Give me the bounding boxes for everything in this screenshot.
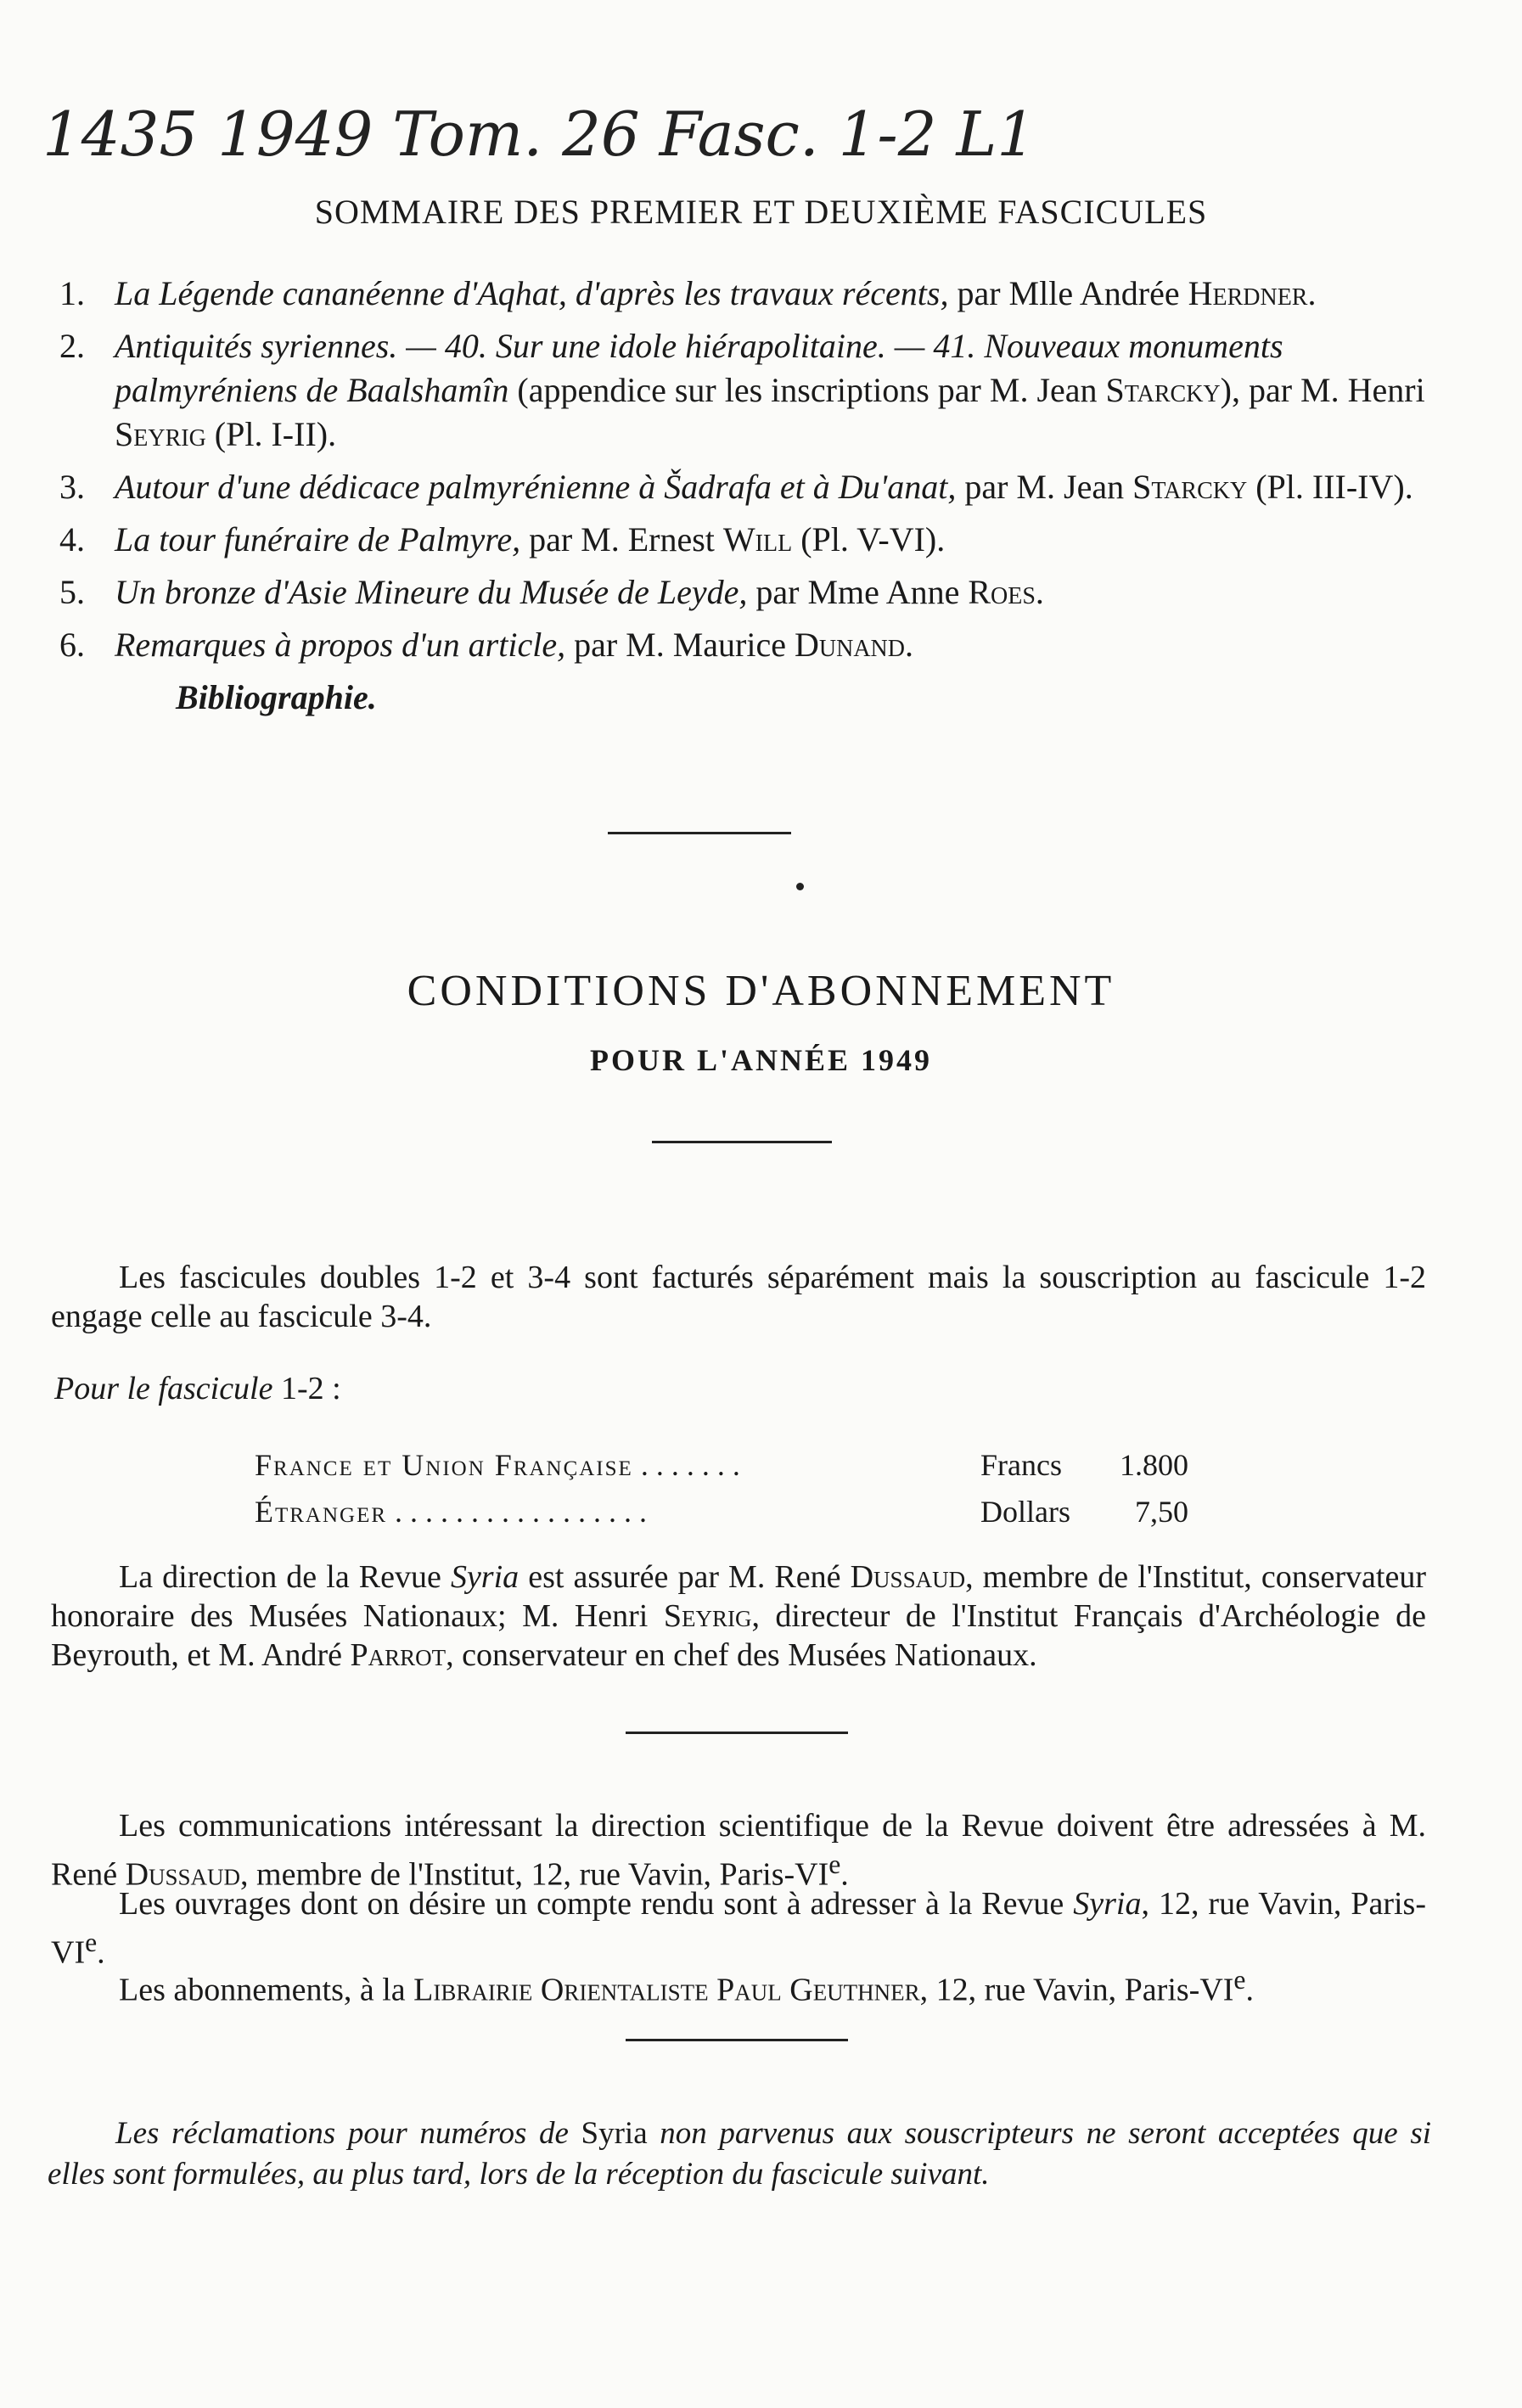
communications-name: Dussaud [125,1856,241,1893]
superscript: e [1233,1965,1246,1995]
divider-1 [608,832,791,834]
communications-text: , membre de l'Institut, 12, rue Vavin, Paris-VI [240,1856,829,1893]
abonnements-publisher: Librairie Orientaliste Paul Geuthner [413,1972,920,2008]
abonnements-text: Les abonnements, à la [119,1972,414,2008]
pour-number: 1-2 : [272,1371,341,1406]
direction-text: , directeur de l'Institut Français d'Archéologie de Beyrouth, et M. André [51,1598,1426,1673]
ouvrages-paragraph [51,1884,1426,1973]
price-row-france [255,1447,1188,1483]
toc-item-1 [59,272,1452,316]
toc-title: Un bronze d'Asie Mineure du Musée de Leyde, [115,573,748,611]
toc-end: (Pl. III-IV). [1247,468,1413,506]
toc-byline: par M. Jean [956,468,1133,506]
price-leader: . . . . . . . . . . . . . . . . . [395,1495,648,1529]
bibliographie: Bibliographie. [176,678,377,716]
reclamations-paragraph [48,2113,1431,2195]
toc-byline: par Mlle Andrée [948,274,1188,312]
direction-name: Parrot [350,1637,446,1673]
communications-paragraph [51,1806,1426,1894]
handwritten-note-drawing [34,81,1358,174]
price-amount: 7,50 [1135,1495,1188,1529]
toc-item-2 [59,324,1452,457]
toc-end-2: (Pl. I-II). [205,415,337,453]
ornament-dot [796,883,804,890]
price-currency: Dollars [980,1495,1070,1529]
direction-syria: Syria [450,1559,520,1595]
toc-end: (Pl. V-VI). [792,520,946,558]
communications-text: . [840,1856,849,1893]
toc-item-6 [59,623,1452,667]
toc-end: . [1307,274,1317,312]
reclamations-syria: Syria [581,2116,648,2151]
toc-byline: par M. Ernest [520,520,723,558]
toc-author: Herdner [1188,274,1308,312]
toc-author: Starcky [1132,468,1248,506]
toc-number: 4. [59,520,85,558]
toc-number: 2. [59,327,85,365]
table-of-contents [59,272,1452,720]
price-label: France et Union Française [255,1448,633,1482]
pour-label: Pour le fascicule [54,1371,273,1406]
reclamations-text: non parvenus aux souscripteurs ne seront acceptées que si elles sont formulées, au plus tard, lors de la réception du fascicule suivant. [48,2116,1431,2192]
toc-title: La tour funéraire de Palmyre, [115,520,521,558]
toc-item-4 [59,518,1452,562]
direction-text: , membre de l'Institut, conservateur honoraire des Musées Nationaux; M. Henri [51,1559,1426,1634]
toc-number: 3. [59,468,85,506]
price-row-etranger [255,1494,1188,1530]
direction-name: Seyrig [663,1598,752,1634]
superscript: e [828,1850,841,1879]
price-currency: Francs [980,1448,1062,1482]
toc-author: Will [722,520,793,558]
toc-author: Starcky [1105,371,1221,409]
reclamations-text: Les réclamations pour numéros de [115,2116,581,2151]
abonnements-text: . [1245,1972,1254,2008]
ouvrages-text: Les ouvrages dont on désire un compte rendu sont à adresser à la Revue [119,1886,1074,1922]
ouvrages-text: , 12, rue Vavin, Paris-VI [51,1886,1426,1971]
direction-text: , conservateur en chef des Musées Nationaux. [446,1637,1037,1673]
direction-text: est assurée par M. René [519,1559,851,1595]
toc-item-3 [59,465,1452,509]
toc-number: 1. [59,274,85,312]
toc-author-2: Seyrig [115,415,206,453]
abonnements-paragraph [51,1961,1426,2010]
toc-byline: (appendice sur les inscriptions par M. Jean [508,371,1106,409]
sommaire-title: SOMMAIRE DES PREMIER ET DEUXIÈME FASCICULES [314,193,1208,231]
direction-text: La direction de la Revue [119,1559,451,1595]
toc-byline: par M. Maurice [565,626,795,664]
toc-title: Antiquités syriennes. — 40. Sur une idole hiérapolitaine. — 41. Nouveaux monuments palmyréniens de Baalshamîn [115,327,1283,409]
divider-4 [626,2039,848,2041]
abonnements-text: , 12, rue Vavin, Paris-VI [919,1972,1234,2008]
conditions-subtitle: POUR L'ANNÉE 1949 [589,1043,933,1077]
handwritten-note-text: 1435 1949 Tom. 26 Fasc. 1-2 L1 [42,98,1036,170]
toc-title: Autour d'une dédicace palmyrénienne à Šadrafa et à Du'anat, [115,468,957,506]
direction-paragraph [51,1558,1426,1675]
conditions-title: CONDITIONS D'ABONNEMENT [407,967,1115,1015]
superscript: e [85,1928,98,1957]
ouvrages-text: . [97,1934,105,1971]
direction-name: Dussaud [850,1559,966,1595]
toc-title: Remarques à propos d'un article, [115,626,566,664]
divider-3 [626,1732,848,1734]
conditions-intro: Les fascicules doubles 1-2 et 3-4 sont facturés séparément mais la souscription au fascicule 1-2 engage celle au fascicule 3-4. [51,1260,1426,1334]
toc-author: Dunand [795,626,905,664]
price-leader: . . . . . . . [640,1448,740,1482]
toc-end: ), par M. Henri [1220,371,1425,409]
price-label: Étranger [255,1495,388,1529]
toc-byline: par Mme Anne [747,573,969,611]
price-amount: 1.800 [1120,1448,1188,1482]
toc-title: La Légende cananéenne d'Aqhat, d'après les travaux récents, [115,274,949,312]
toc-number: 5. [59,573,85,611]
handwritten-note [34,81,1358,174]
ouvrages-syria: Syria [1073,1886,1142,1922]
toc-number: 6. [59,626,85,664]
toc-item-5 [59,570,1452,615]
toc-end: . [905,626,913,664]
divider-2 [652,1141,832,1143]
toc-end: . [1035,573,1044,611]
toc-author: Roes [968,573,1036,611]
communications-text: Les communications intéressant la direction scientifique de la Revue doivent être adressées à M. René [51,1808,1426,1893]
pour-fascicule [54,1370,341,1407]
